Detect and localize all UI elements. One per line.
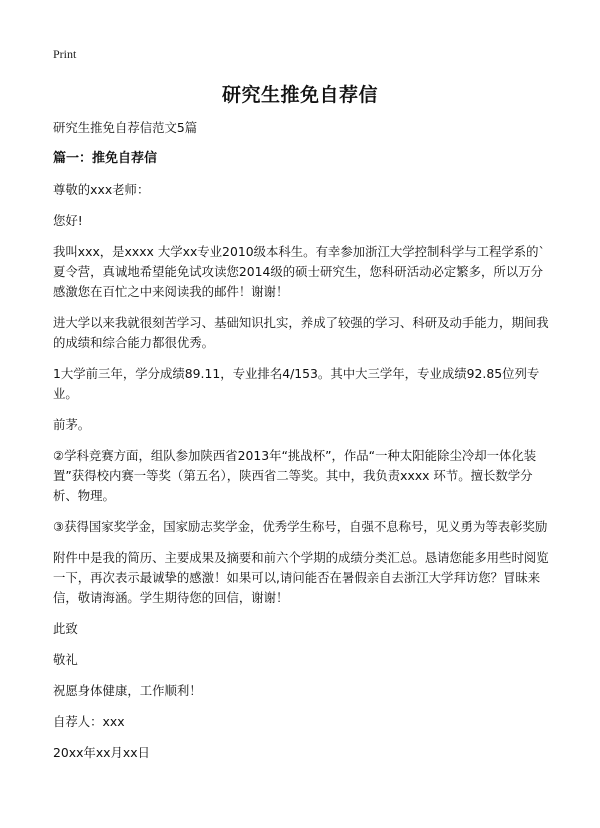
awards-paragraph: ③获得国家奖学金，国家励志奖学金，优秀学生称号，自强不息称号，见义勇为等表彰奖励: [53, 519, 548, 534]
attachment-paragraph: 附件中是我的简历、主要成果及摘要和前六个学期的成绩分类汇总。恳请您能多用些时阅览一下，再次表示最诚挚的感激！如果可以,请问能否在暑假亲自去浙江大学拜访您？冒昧来信，敬请海涵。学生期待您的回信，谢谢！: [53, 550, 549, 605]
closing-line: 此致: [53, 621, 78, 636]
intro-paragraph: 我叫xxx，是xxxx 大学xx专业2010级本科生。有幸参加浙江大学控制科学与工程学系的`夏令营，真诚地希望能免试攻读您2014级的硕士研究生，您科研活动必定繁多，所以万分感激您在百忙之中来阅读我的邮件！谢谢！: [53, 244, 545, 299]
grades-paragraph: 1大学前三年，学分成绩89.11，专业排名4/153。其中大三学年，专业成绩92.85位列专业。: [53, 366, 540, 401]
regards-line: 敬礼: [53, 652, 78, 667]
date-line: 20xx年xx月xx日: [53, 745, 150, 760]
page-title: 研究生推免自荐信: [221, 84, 378, 106]
greeting: 您好!: [53, 213, 83, 228]
study-paragraph: 进大学以来我就很刻苦学习、基础知识扎实，养成了较强的学习、科研及动手能力，期间我的成绩和综合能力都很优秀。: [53, 315, 549, 350]
signature-line: 自荐人：xxx: [53, 714, 125, 729]
document-subtitle: 研究生推免自荐信范文5篇: [53, 120, 198, 135]
wishes-line: 祝愿身体健康，工作顺利！: [53, 683, 202, 698]
document-body: [53, 118, 551, 774]
competition-paragraph: ②学科竞赛方面，组队参加陕西省2013年“挑战杯”，作品“一种太阳能除尘冷却一体化装置”获得校内赛一等奖（第五名），陕西省二等奖。其中，我负责xxxx 环节。擅长数学分析、物理。: [53, 448, 537, 503]
section-heading: 篇一：推免自荐信: [53, 151, 158, 166]
grades-continuation: 前茅。: [53, 417, 91, 432]
print-link[interactable]: Print: [53, 47, 77, 61]
salutation: 尊敬的xxx老师：: [53, 182, 150, 197]
